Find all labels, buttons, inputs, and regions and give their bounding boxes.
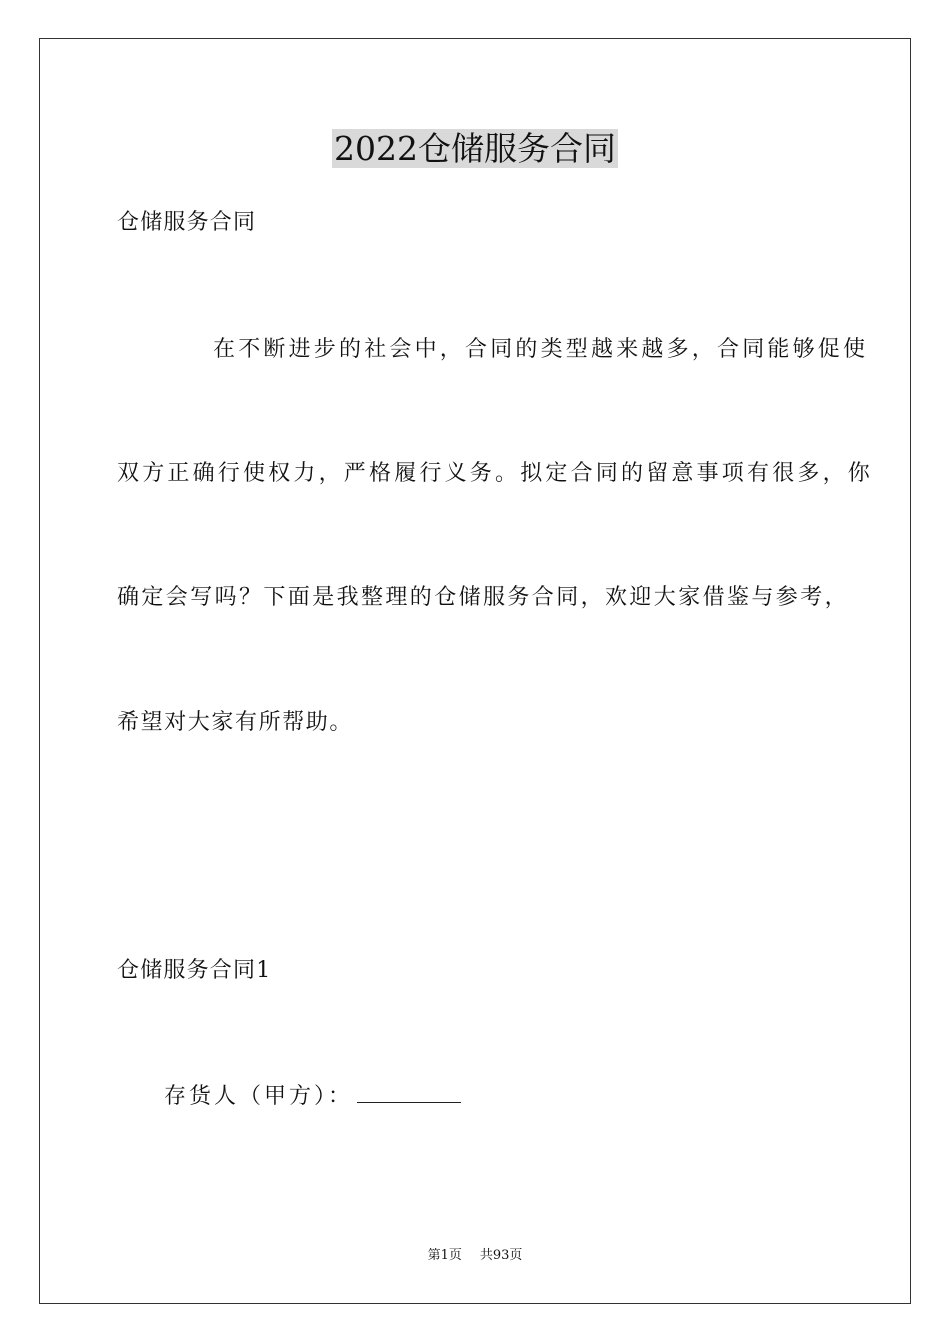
intro-line-2: 双方正确行使权力，严格履行义务。拟定合同的留意事项有很多，你 <box>117 461 874 486</box>
intro-line-3: 确定会写吗？下面是我整理的仓储服务合同，欢迎大家借鉴与参考， <box>117 585 850 610</box>
depositor-field-row <box>164 1080 461 1112</box>
page-number: 第1页 <box>427 1248 462 1263</box>
section-heading: 仓储服务合同1 <box>117 958 272 983</box>
intro-line-1: 在不断进步的社会中，合同的类型越来越多，合同能够促使 <box>213 337 869 362</box>
document-title-text: 2022仓储服务合同 <box>334 129 616 168</box>
document-title <box>0 128 950 170</box>
depositor-blank <box>357 1080 461 1103</box>
depositor-label: 存货人（甲方）： <box>164 1084 354 1109</box>
intro-line-4: 希望对大家有所帮助。 <box>117 710 354 735</box>
document-subtitle: 仓储服务合同 <box>117 210 257 235</box>
page-footer <box>0 1247 950 1265</box>
page-total: 共93页 <box>479 1248 523 1263</box>
